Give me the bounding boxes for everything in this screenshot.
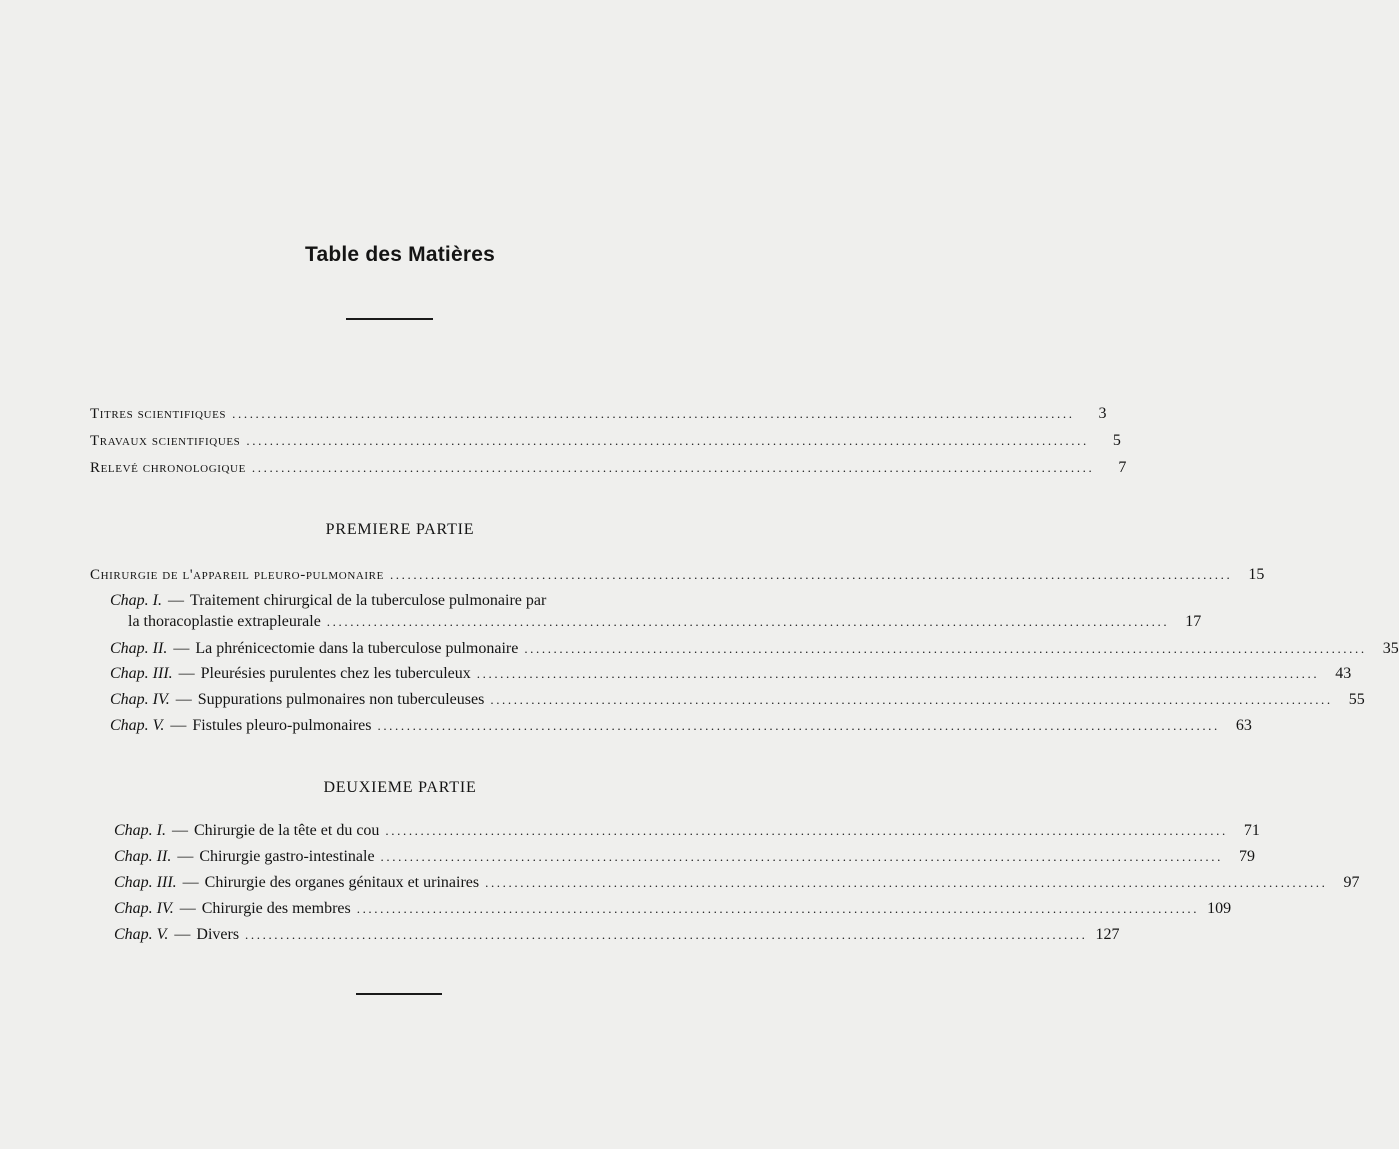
chapter-title: Suppurations pulmonaires non tuberculeuses <box>197 691 485 708</box>
chapter-title: La phrénicectomie dans la tuberculose pulmonaire <box>195 640 519 657</box>
toc-page-number: 79 <box>1238 848 1255 865</box>
chapter-title: Pleurésies purulentes chez les tuberculeux <box>200 665 471 682</box>
em-dash: — <box>182 874 199 891</box>
toc-entry[interactable] <box>90 432 1121 450</box>
dot-leader: ................................................................................................................................................ <box>524 641 1367 656</box>
em-dash: — <box>178 665 195 682</box>
toc-entry[interactable] <box>114 874 1360 892</box>
dot-leader: ................................................................................................................................................ <box>245 927 1088 942</box>
chapter-number: Chap. III. <box>114 874 177 891</box>
toc-entry-label: Relevé chronologique <box>90 460 246 476</box>
toc-page-number: 3 <box>1098 405 1107 422</box>
closing-rule <box>356 993 442 995</box>
chapter-title: Fistules pleuro-pulmonaires <box>192 717 372 734</box>
dot-leader: ................................................................................................................................................ <box>377 718 1220 733</box>
toc-entry[interactable] <box>110 691 1365 709</box>
toc-page-number: 17 <box>1185 613 1202 630</box>
em-dash: — <box>177 848 194 865</box>
toc-entry[interactable] <box>128 613 1202 631</box>
em-dash: — <box>179 900 196 917</box>
part-heading: PREMIERE PARTIE <box>325 521 475 538</box>
toc-page-number: 7 <box>1118 459 1127 476</box>
chapter-title: Chirurgie de la tête et du cou <box>194 822 380 839</box>
dot-leader: ................................................................................................................................................ <box>356 901 1200 916</box>
toc-page-number: 15 <box>1248 566 1265 583</box>
chapter-number: Chap. V. <box>114 926 169 943</box>
chapter-title: Chirurgie des membres <box>201 900 351 917</box>
em-dash: — <box>173 640 190 657</box>
toc-entry[interactable] <box>114 822 1260 840</box>
chapter-number: Chap. I. <box>114 822 166 839</box>
dot-leader: ................................................................................................................................................ <box>476 666 1320 681</box>
chapter-number: Chap. II. <box>110 640 168 657</box>
chapter-title: Divers <box>196 926 240 943</box>
dot-leader: ................................................................................................................................................ <box>251 460 1095 475</box>
chapter-number: Chap. IV. <box>110 691 170 708</box>
chapter-title: Chirurgie des organes génitaux et urinaires <box>204 874 480 891</box>
toc-page-number: 55 <box>1348 691 1365 708</box>
dot-leader: ................................................................................................................................................ <box>326 614 1170 629</box>
toc-entry[interactable] <box>114 848 1255 866</box>
toc-page-number: 35 <box>1382 640 1399 657</box>
em-dash: — <box>170 717 187 734</box>
chapter-number: Chap. II. <box>114 848 172 865</box>
em-dash: — <box>174 926 191 943</box>
chapter-line[interactable] <box>110 592 546 610</box>
toc-entry[interactable] <box>90 459 1127 477</box>
chapter-number: Chap. IV. <box>114 900 174 917</box>
toc-entry-label: Chirurgie de l'appareil pleuro-pulmonaire <box>90 567 384 583</box>
toc-entry[interactable] <box>110 717 1252 735</box>
dot-leader: ................................................................................................................................................ <box>389 567 1233 582</box>
toc-page-number: 71 <box>1243 822 1260 839</box>
toc-entry[interactable] <box>110 640 1399 658</box>
chapter-title-continued: la thoracoplastie extrapleurale <box>128 613 321 630</box>
dot-leader: ................................................................................................................................................ <box>385 823 1228 838</box>
em-dash: — <box>172 822 188 839</box>
em-dash: — <box>168 592 184 609</box>
em-dash: — <box>175 691 192 708</box>
dot-leader: ................................................................................................................................................ <box>485 875 1328 890</box>
toc-entry[interactable] <box>114 926 1120 944</box>
dot-leader: ................................................................................................................................................ <box>232 406 1075 421</box>
title-rule <box>346 318 433 320</box>
dot-leader: ................................................................................................................................................ <box>490 692 1333 707</box>
dot-leader: ................................................................................................................................................ <box>246 433 1089 448</box>
toc-entry[interactable] <box>114 900 1232 918</box>
toc-entry-label: Titres scientifiques <box>90 406 227 422</box>
toc-section-entry[interactable] <box>90 566 1265 584</box>
chapter-number: Chap. I. <box>110 592 162 609</box>
toc-entry[interactable] <box>110 665 1352 683</box>
toc-entry-label: Travaux scientifiques <box>90 433 241 449</box>
dot-leader: ................................................................................................................................................ <box>380 849 1223 864</box>
toc-page-number: 5 <box>1112 432 1121 449</box>
part-heading: DEUXIEME PARTIE <box>323 779 477 796</box>
toc-entry[interactable] <box>90 405 1107 423</box>
toc-page-number: 43 <box>1335 665 1352 682</box>
toc-page-number: 127 <box>1095 926 1120 943</box>
toc-page-number: 63 <box>1235 717 1252 734</box>
toc-page-number: 109 <box>1207 900 1232 917</box>
toc-page-number: 97 <box>1343 874 1360 891</box>
chapter-title: Traitement chirurgical de la tuberculose pulmonaire par <box>190 592 547 609</box>
page-title: Table des Matières <box>305 243 495 266</box>
chapter-number: Chap. III. <box>110 665 173 682</box>
chapter-title: Chirurgie gastro-intestinale <box>199 848 375 865</box>
chapter-number: Chap. V. <box>110 717 165 734</box>
